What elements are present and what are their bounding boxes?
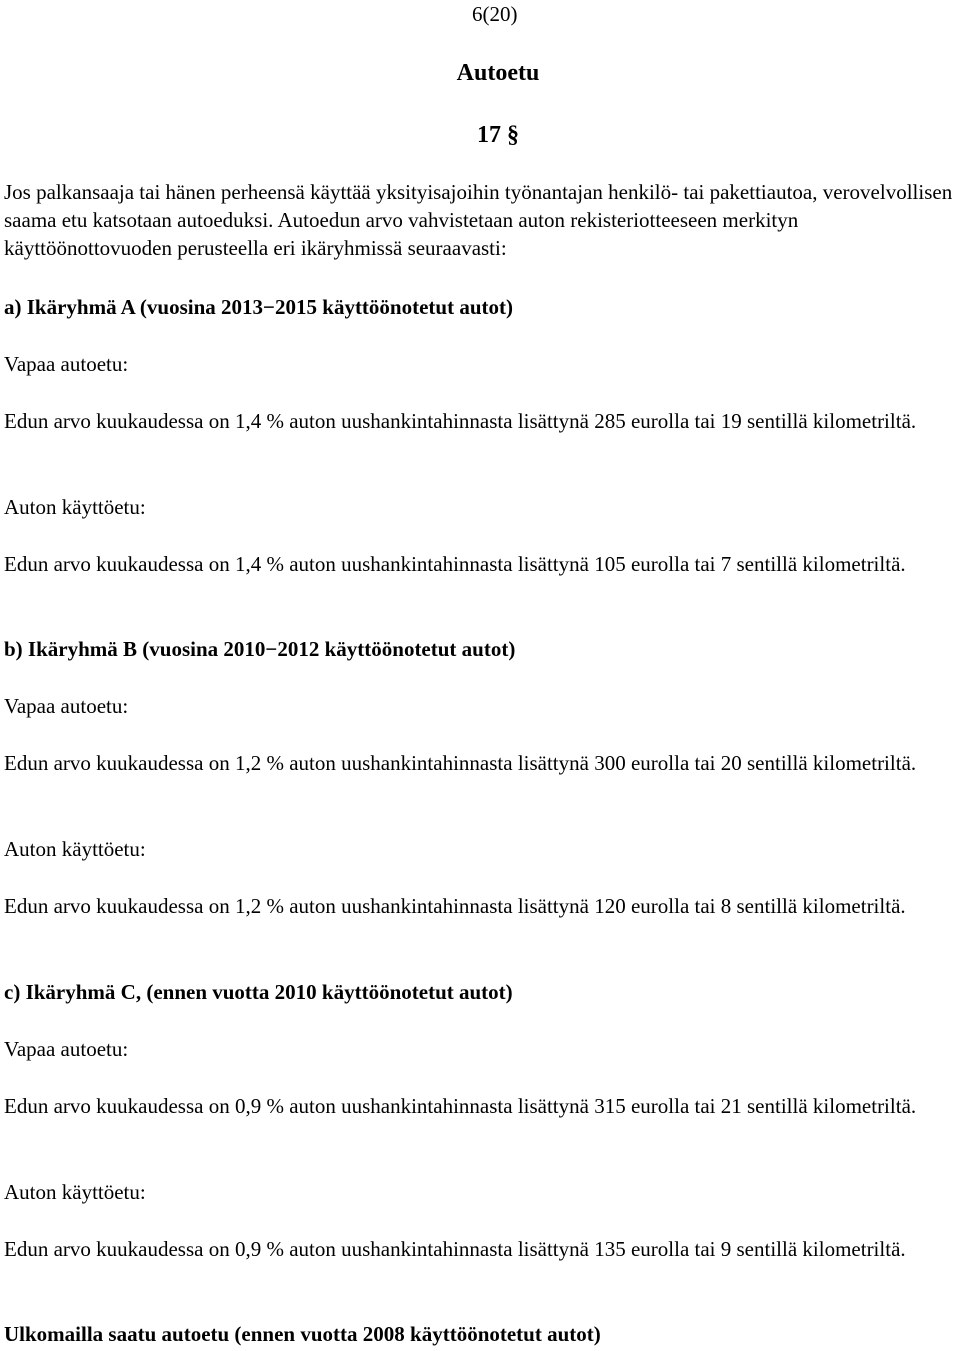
intro-paragraph: Jos palkansaaja tai hänen perheensä käyttää yksityisajoihin työnantajan henkilö- tai pakettiautoa, verovelvollisen saama etu katsotaan autoeduksi. Autoedun arvo vahvistetaan auton rekisteriotteeseen merkityn käyttöönottovuoden perusteella eri ikäryhmissä seuraavasti:	[4, 180, 953, 260]
group-c-free-text: Edun arvo kuukaudessa on 0,9 % auton uushankintahinnasta lisättynä 315 eurolla tai 21 sentillä kilometriltä.	[4, 1094, 917, 1118]
group-a-free-text: Edun arvo kuukaudessa on 1,4 % auton uushankintahinnasta lisättynä 285 eurolla tai 19 sentillä kilometriltä.	[4, 409, 917, 433]
group-c-heading: c) Ikäryhmä C, (ennen vuotta 2010 käyttöönotetut autot)	[4, 980, 513, 1004]
group-b-free-text: Edun arvo kuukaudessa on 1,2 % auton uushankintahinnasta lisättynä 300 eurolla tai 20 sentillä kilometriltä.	[4, 751, 917, 775]
group-c-free-label: Vapaa autoetu:	[4, 1037, 129, 1061]
group-b-free-label: Vapaa autoetu:	[4, 694, 129, 718]
group-c-use-text: Edun arvo kuukaudessa on 0,9 % auton uushankintahinnasta lisättynä 135 eurolla tai 9 sentillä kilometriltä.	[4, 1237, 906, 1261]
section-number: 17 §	[477, 122, 519, 148]
group-a-heading: a) Ikäryhmä A (vuosina 2013−2015 käyttöönotetut autot)	[4, 295, 513, 319]
group-c-use-label: Auton käyttöetu:	[4, 1180, 146, 1204]
page-number: 6(20)	[472, 2, 518, 26]
group-a-free-label: Vapaa autoetu:	[4, 352, 129, 376]
group-b-heading: b) Ikäryhmä B (vuosina 2010−2012 käyttöönotetut autot)	[4, 637, 516, 661]
page-title: Autoetu	[456, 60, 540, 86]
group-b-use-text: Edun arvo kuukaudessa on 1,2 % auton uushankintahinnasta lisättynä 120 eurolla tai 8 sentillä kilometriltä.	[4, 894, 906, 918]
group-a-use-text: Edun arvo kuukaudessa on 1,4 % auton uushankintahinnasta lisättynä 105 eurolla tai 7 sentillä kilometriltä.	[4, 552, 906, 576]
group-b-use-label: Auton käyttöetu:	[4, 837, 146, 861]
foreign-benefit-heading: Ulkomailla saatu autoetu (ennen vuotta 2008 käyttöönotetut autot)	[4, 1322, 601, 1346]
group-a-use-label: Auton käyttöetu:	[4, 495, 146, 519]
